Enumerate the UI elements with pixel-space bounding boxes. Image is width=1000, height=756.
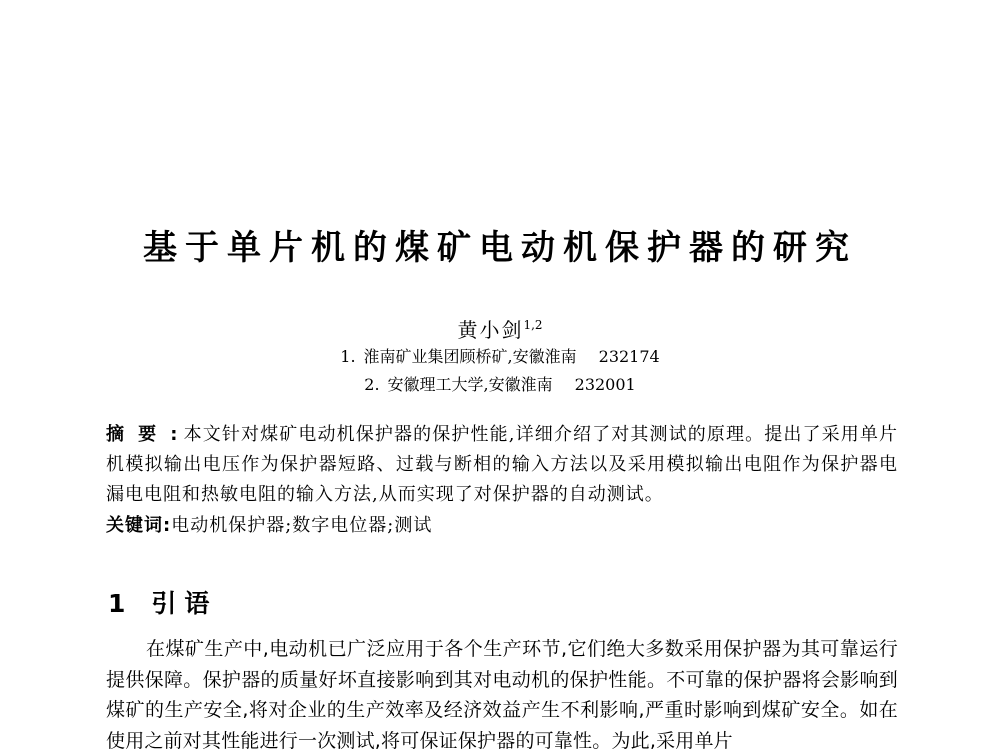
keywords xyxy=(106,511,898,541)
affiliation-number: 2. xyxy=(364,375,380,394)
author-superscript: 1,2 xyxy=(523,318,543,332)
affiliation-1 xyxy=(0,346,1000,368)
section-heading xyxy=(108,584,217,624)
section-number: 1 xyxy=(108,589,126,618)
author-name: 黄小剑 xyxy=(457,318,524,342)
affiliation-2 xyxy=(0,374,1000,396)
abstract-label: 摘要 xyxy=(106,424,171,445)
paper-title: 基于单片机的煤矿电动机保护器的研究 xyxy=(143,228,857,268)
author-line xyxy=(0,311,1000,344)
keywords-label: 关键词: xyxy=(106,515,172,536)
abstract-text: 本文针对煤矿电动机保护器的保护性能,详细介绍了对其测试的原理。提出了采用单片机模拟输出电压作为保护器短路、过载与断相的输入方法以及采用模拟输出电阻作为保护器电漏电电阻和热敏电阻的输入方法,从而实现了对保护器的自动测试。 xyxy=(106,424,899,505)
abstract xyxy=(106,420,898,510)
abstract-colon: : xyxy=(170,424,178,445)
affiliation-text: 安徽理工大学,安徽淮南 xyxy=(387,375,553,394)
keywords-text: 电动机保护器;数字电位器;测试 xyxy=(171,515,433,536)
affiliation-postcode: 232174 xyxy=(598,347,660,366)
section-title: 引语 xyxy=(151,589,218,618)
affiliation-number: 1. xyxy=(340,347,356,366)
affiliation-text: 淮南矿业集团顾桥矿,安徽淮南 xyxy=(363,347,577,366)
section-paragraph: 在煤矿生产中,电动机已广泛应用于各个生产环节,它们绝大多数采用保护器为其可靠运行提供保障。保护器的质量好坏直接影响到其对电动机的保护性能。不可靠的保护器将会影响到煤矿的生产安全,将对企业的生产效率及经济效益产生不利影响,严重时影响到煤矿安全。如在使用之前对其性能进行一次测试,将可保证保护器的可靠性。为此,采用单片 xyxy=(106,638,898,752)
affiliation-postcode: 232001 xyxy=(574,375,636,394)
